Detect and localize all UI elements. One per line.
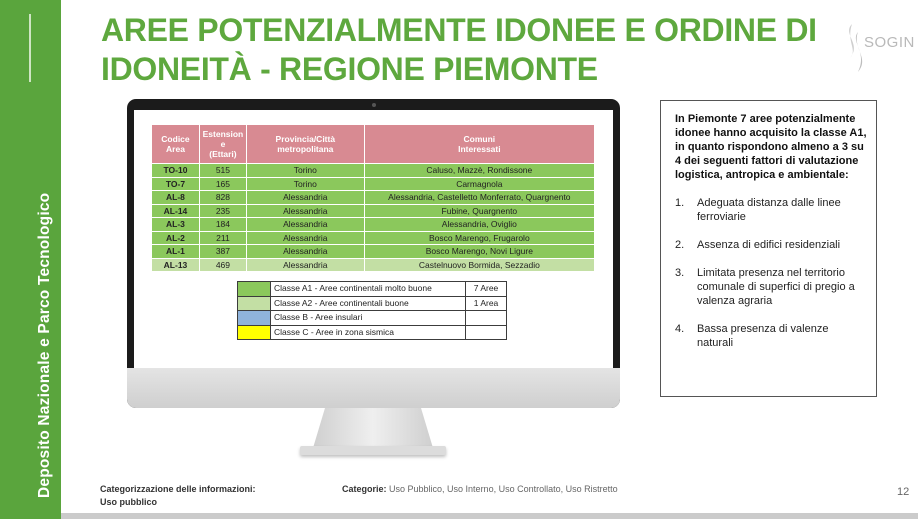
cell-ettari: 211 [199,231,246,245]
cell-code: TO-10 [152,164,200,178]
camera-icon [372,103,376,107]
page-title [101,11,831,89]
monitor-stand-base [300,446,446,455]
header-text: Estension [202,129,244,139]
table-header-row [152,125,595,164]
list-number: 1. [675,197,685,209]
cell-provincia: Alessandria [246,231,364,245]
footer-categories [342,483,618,496]
table-row [152,164,595,178]
legend-row [238,282,507,297]
cell-code: AL-1 [152,245,200,259]
legend-count: 1 Area [466,296,507,311]
cell-comuni: Bosco Marengo, Frugarolo [364,231,594,245]
list-text: Limitata presenza nel territorio comunale di superfici di pregio a valenza agraria [697,267,855,307]
cell-ettari: 165 [199,177,246,191]
footer-categories-label: Categorie: [342,484,387,494]
header-text: Interessati [458,144,501,154]
cell-comuni: Alessandria, Castelletto Monferrato, Quargnento [364,191,594,205]
sidebar-band [0,0,61,519]
list-item [675,238,867,252]
footer-classification-value: Uso pubblico [100,497,157,507]
cell-provincia: Torino [246,177,364,191]
info-callout [660,100,877,397]
table-row [152,245,595,259]
legend-swatch [238,296,271,311]
cell-code: AL-2 [152,231,200,245]
table-row [152,231,595,245]
legend-count: 7 Aree [466,282,507,297]
factors-list [675,196,867,350]
monitor-chin [127,368,620,408]
header-codice-area [152,125,200,164]
callout-lead: In Piemonte 7 aree potenzialmente idonee hanno acquisito la classe A1, in quanto rispondono almeno a 3 su 4 dei seguenti fattori di valutazione logistica, antropica e ambientale: [675,113,867,181]
list-number: 3. [675,267,685,279]
legend-row [238,296,507,311]
cell-comuni: Bosco Marengo, Novi Ligure [364,245,594,259]
list-text: Adeguata distanza dalle linee ferroviarie [697,197,841,223]
cell-ettari: 515 [199,164,246,178]
cell-provincia: Alessandria [246,245,364,259]
list-item [675,266,867,308]
header-text: Provincia/Città [275,134,336,144]
legend-label: Classe C - Aree in zona sismica [271,325,466,340]
header-text: e [220,139,226,149]
legend-table [237,281,507,340]
header-comuni [364,125,594,164]
cell-code: TO-7 [152,177,200,191]
header-text: Area [166,144,185,154]
table-row [152,191,595,205]
cell-ettari: 387 [199,245,246,259]
cell-code: AL-3 [152,218,200,232]
legend-label: Classe B - Aree insulari [271,311,466,326]
cell-ettari: 184 [199,218,246,232]
list-text: Assenza di edifici residenziali [697,239,841,251]
cell-provincia: Alessandria [246,204,364,218]
cell-provincia: Alessandria [246,191,364,205]
footer-categories-value: Uso Pubblico, Uso Interno, Uso Controllato, Uso Ristretto [386,484,618,494]
cell-provincia: Torino [246,164,364,178]
list-text: Bassa presenza di valenze naturali [697,323,829,349]
logo-text: SOGIN [864,34,915,51]
table-row [152,177,595,191]
header-text: Codice [161,134,190,144]
cell-comuni: Fubine, Quargnento [364,204,594,218]
cell-ettari: 469 [199,258,246,272]
legend-count [466,325,507,340]
legend-label: Classe A1 - Aree continentali molto buone [271,282,466,297]
monitor-stand [313,408,433,448]
header-text: Comuni [463,134,496,144]
sidebar-rule [29,14,31,82]
footer-classification-label: Categorizzazione delle informazioni: [100,484,256,494]
page-number: 12 [897,486,910,498]
list-item [675,196,867,224]
title-line-1: AREE POTENZIALMENTE IDONEE E ORDINE DI [101,12,817,48]
table-row [152,218,595,232]
header-text: (Ettari) [209,149,237,159]
table-row [152,258,595,272]
cell-code: AL-13 [152,258,200,272]
cell-provincia: Alessandria [246,258,364,272]
cell-ettari: 828 [199,191,246,205]
legend-swatch [238,282,271,297]
legend-swatch [238,325,271,340]
header-text: metropolitana [277,144,334,154]
areas-table [151,124,595,272]
list-item [675,322,867,350]
cell-comuni: Caluso, Mazzè, Rondissone [364,164,594,178]
cell-comuni: Carmagnola [364,177,594,191]
cell-code: AL-14 [152,204,200,218]
legend-swatch [238,311,271,326]
title-line-2: IDONEITÀ - REGIONE PIEMONTE [101,51,598,87]
legend-count [466,311,507,326]
sidebar-vertical-title: Deposito Nazionale e Parco Tecnologico [36,192,53,498]
header-provincia [246,125,364,164]
cell-provincia: Alessandria [246,218,364,232]
cell-comuni: Alessandria, Oviglio [364,218,594,232]
legend-label: Classe A2 - Aree continentali buone [271,296,466,311]
legend-row [238,311,507,326]
cell-code: AL-8 [152,191,200,205]
cell-ettari: 235 [199,204,246,218]
legend-row [238,325,507,340]
list-number: 2. [675,239,685,251]
footer-classification [100,483,256,509]
header-estensione [199,125,246,164]
table-row [152,204,595,218]
cell-comuni: Castelnuovo Bormida, Sezzadio [364,258,594,272]
footer-bar [61,513,918,519]
list-number: 4. [675,323,685,335]
